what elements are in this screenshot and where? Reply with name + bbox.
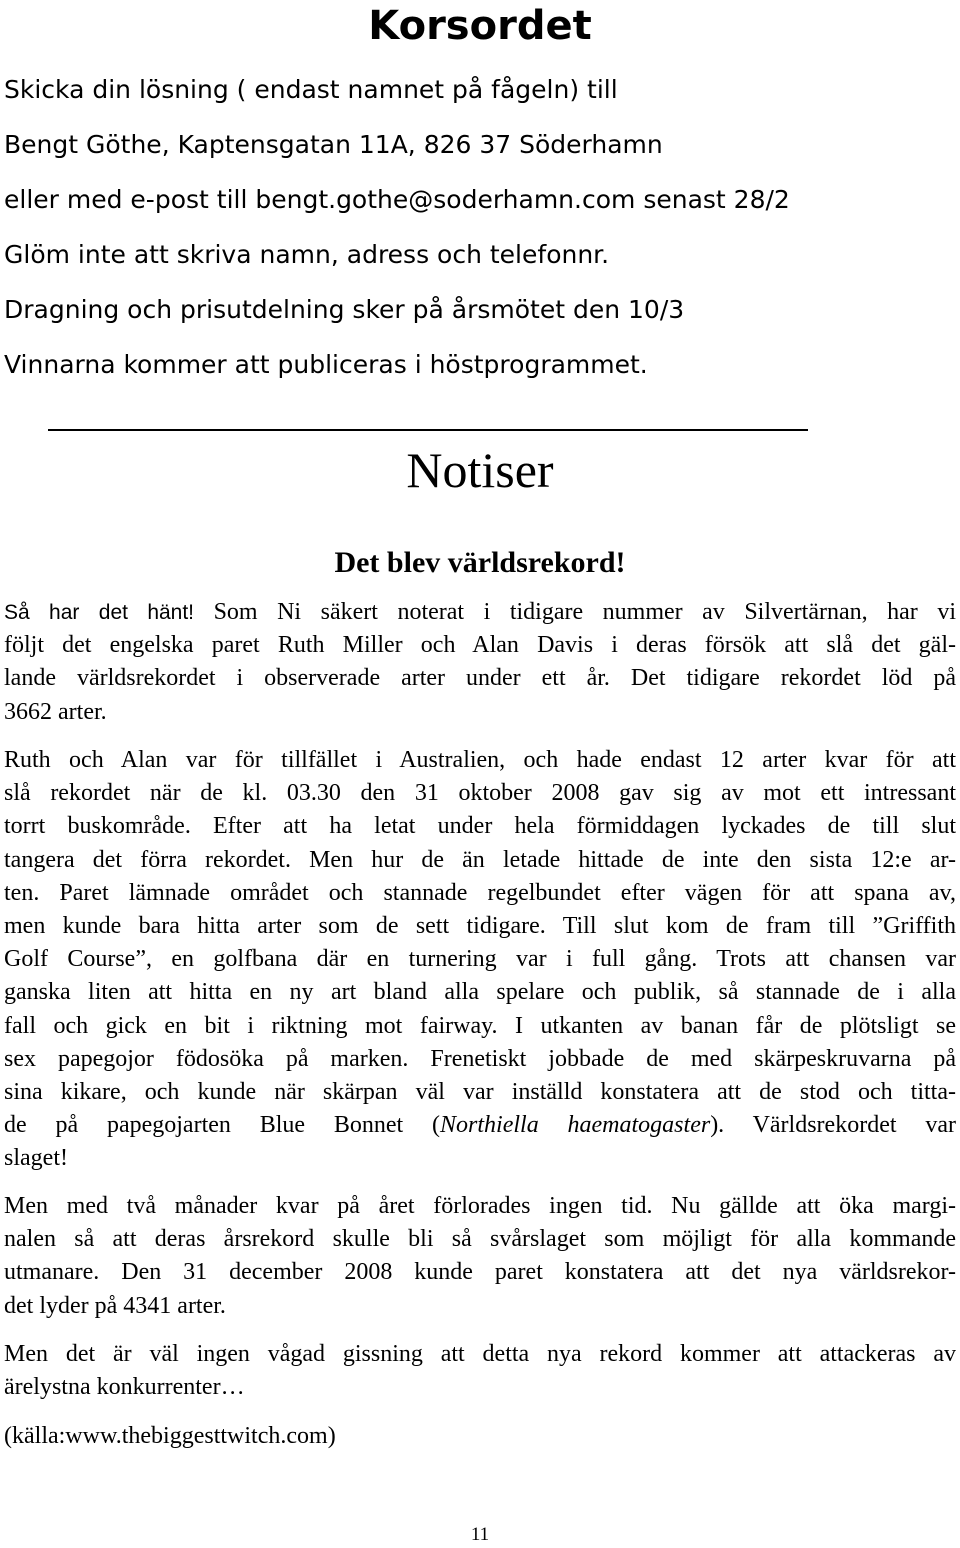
source-text: (källa:www.thebiggesttwitch.com) [4,1423,336,1449]
paragraph-line: slaget! [4,1145,68,1172]
paragraph-line: lande världsrekordet i observerade arter under ett år. Det tidigare rekordet löd på [4,665,956,692]
source-citation [4,1420,956,1453]
paragraph-line: Men det är väl ingen vågad gissning att detta nya rekord kommer att attackeras av [4,1341,956,1367]
intro-line: Glöm inte att skriva namn, adress och telefonnr. [4,240,610,269]
paragraph-line: följt det engelska paret Ruth Miller och Alan Davis i deras försök att slå det gäl- [4,632,956,659]
paragraph-line: men kunde bara hitta arter som de sett tidigare. Till slut kom de fram till ”Griffith [4,913,956,940]
paragraph-line: tangera det förra rekordet. Men hur de än letade hittade de inte den sista 12:e ar- [4,846,956,873]
paragraph-line [4,596,956,629]
intro-line: eller med e-post till bengt.gothe@soderhamn.com senast 28/2 [4,185,790,214]
article-paragraph-1 [4,596,956,729]
crossword-title: Korsordet [368,3,592,49]
paragraph-line: Men med två månader kvar på året förlorades ingen tid. Nu gällde att öka margi- [4,1193,956,1219]
paragraph-text: Som Ni säkert noterat i tidigare nummer av Silvertärnan, har vi [213,599,956,625]
paragraph-line: sex papegojor födosöka på marken. Frenetiskt jobbade de med skärpeskruvarna på [4,1045,956,1072]
lead-in: Så har det hänt! [4,601,195,624]
paragraph-line: ganska liten att hitta en ny art bland alla spelare och publik, så stannade de i alla [4,979,956,1006]
paragraph-line: Golf Course”, en golfbana där en turnering var i full gång. Trots att chansen var [4,946,956,973]
paragraph-line: Ruth och Alan var för tillfället i Australien, och hade endast 12 arter kvar för att [4,747,956,773]
paragraph-line: utmanare. Den 31 december 2008 kunde paret konstatera att det nya världsrekor- [4,1259,956,1286]
paragraph-line: 3662 arter. [4,698,107,725]
intro-line: Bengt Göthe, Kaptensgatan 11A, 826 37 Söderhamn [4,130,663,159]
article-paragraph-4 [4,1338,956,1404]
paragraph-line: sina kikare, och kunde när skärpan väl var inställd konstatera att de stod och titta- [4,1079,956,1106]
section-heading: Notiser [406,442,554,498]
paragraph-line: slå rekordet när de kl. 03.30 den 31 oktober 2008 gav sig av mot ett intressant [4,780,956,807]
paragraph-line: ärelystna konkurrenter… [4,1374,245,1401]
species-latin-name: Northiella haematogaster [440,1112,711,1139]
paragraph-text: ). Världsrekordet var [710,1112,956,1139]
page-number: 11 [470,1524,490,1545]
article-headline: Det blev världsrekord! [334,546,626,579]
paragraph-line: det lyder på 4341 arter. [4,1292,226,1319]
intro-line: Vinnarna kommer att publiceras i höstprogrammet. [4,350,648,379]
paragraph-line: fall och gick en bit i riktning mot fairway. I utkanten av banan får de plötsligt se [4,1012,956,1039]
paragraph-line: torrt buskområde. Efter att ha letat under hela förmiddagen lyckades de till slut [4,813,956,840]
intro-line: Dragning och prisutdelning sker på årsmötet den 10/3 [4,295,685,324]
article-paragraph-3 [4,1190,956,1323]
paragraph-text: de på papegojarten Blue Bonnet ( [4,1112,441,1139]
section-divider [48,429,808,431]
paragraph-line: nalen så att deras årsrekord skulle bli så svårslaget som möjligt för alla kommande [4,1226,956,1253]
paragraph-line: ten. Paret lämnade området och stannade regelbundet efter vägen för att spana av, [4,879,956,906]
intro-line: Skicka din lösning ( endast namnet på fågeln) till [4,75,618,104]
article-paragraph-2 [4,744,956,1176]
paragraph-line [4,1109,956,1142]
